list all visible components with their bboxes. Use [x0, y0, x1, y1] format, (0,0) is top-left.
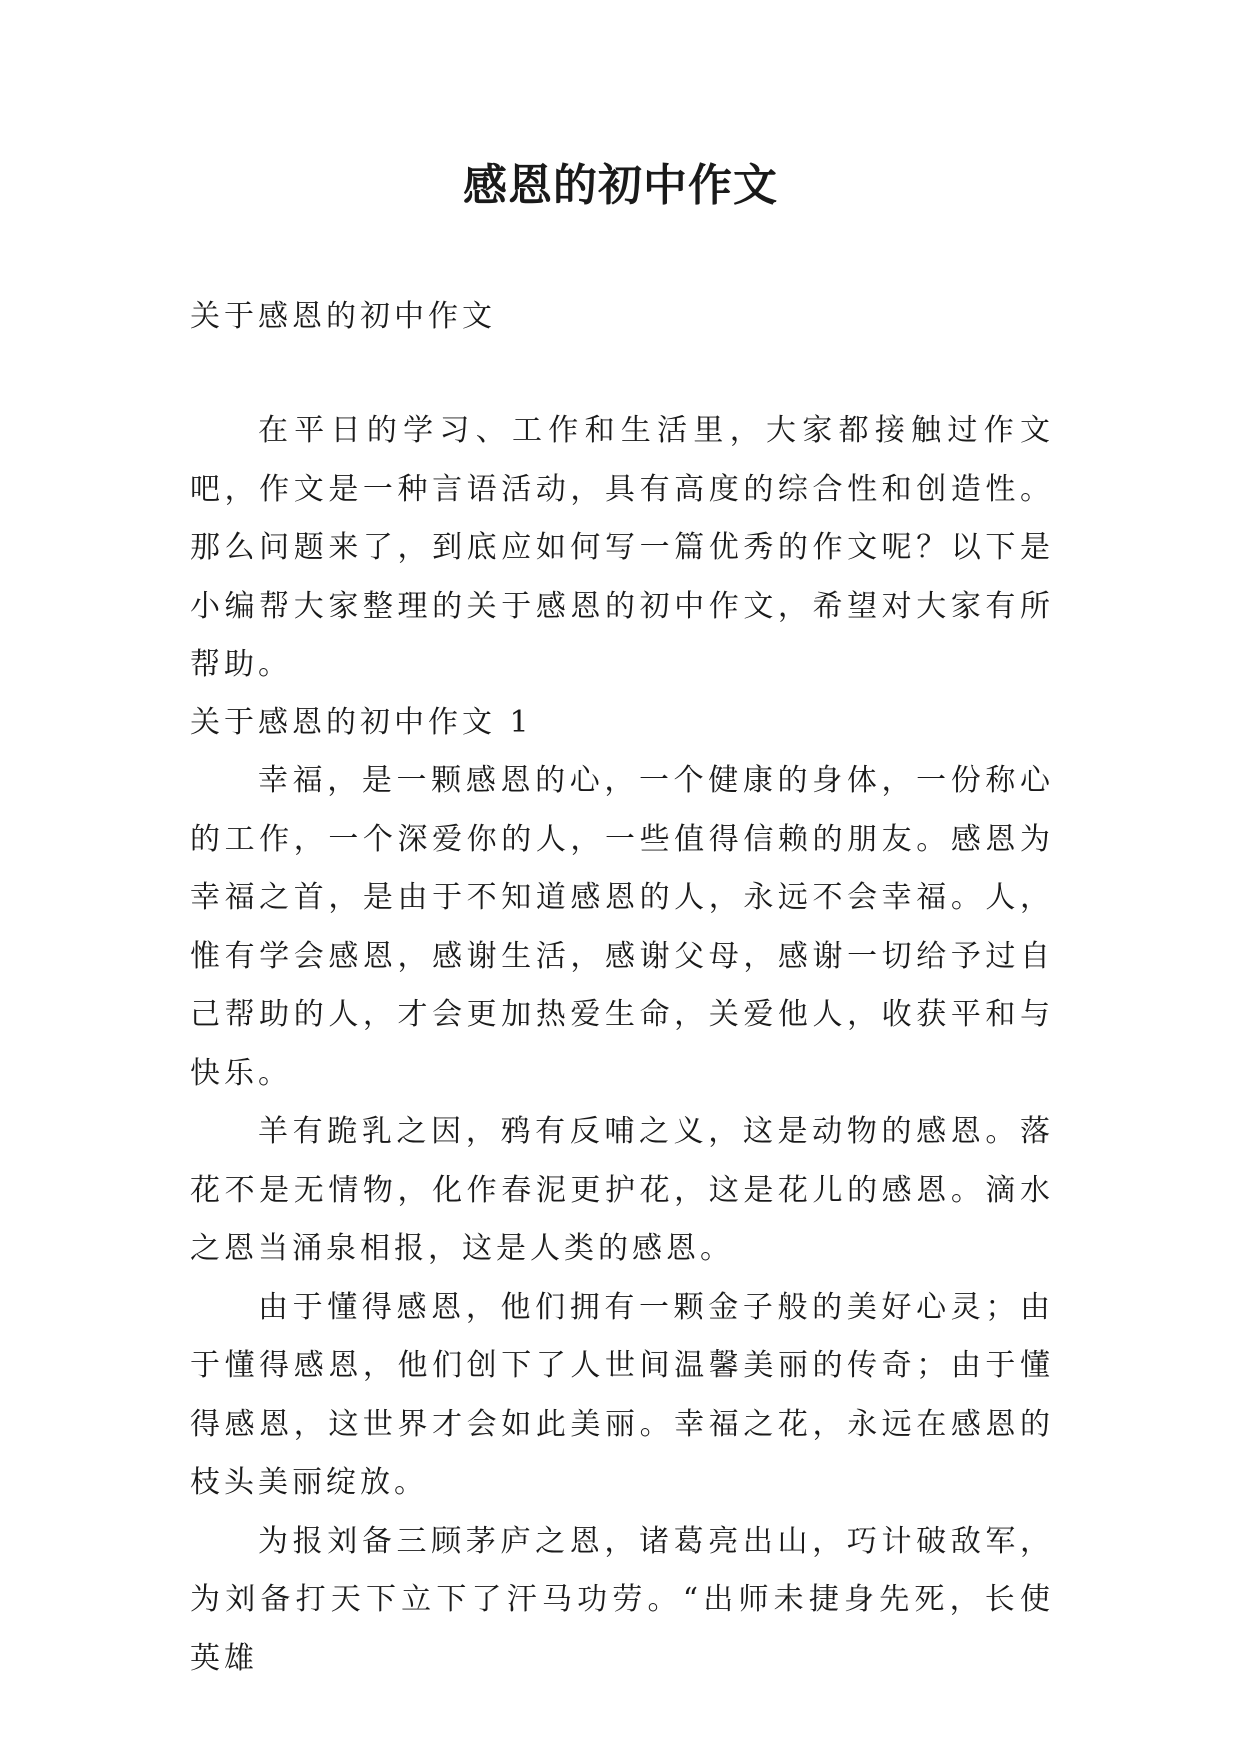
section-body — [190, 752, 1054, 1688]
document-subtitle: 关于感恩的初中作文 — [190, 299, 496, 334]
body-paragraph: 为报刘备三顾茅庐之恩，诸葛亮出山，巧计破敌军，为刘备打天下立下了汗马功劳。“出师未捷身先死，长使英雄 — [190, 1523, 1054, 1676]
section-heading: 关于感恩的初中作文 1 — [190, 705, 533, 740]
intro-paragraph: 在平日的学习、工作和生活里，大家都接触过作文吧，作文是一种言语活动，具有高度的综合性和创造性。那么问题来了，到底应如何写一篇优秀的作文呢？以下是小编帮大家整理的关于感恩的初中作文，希望对大家有所帮助。 — [190, 413, 1054, 682]
body-paragraph: 羊有跪乳之因，鸦有反哺之义，这是动物的感恩。落花不是无情物，化作春泥更护花，这是花儿的感恩。滴水之恩当涌泉相报，这是人类的感恩。 — [190, 1114, 1054, 1266]
body-paragraph: 幸福，是一颗感恩的心，一个健康的身体，一份称心的工作，一个深爱你的人，一些值得信赖的朋友。感恩为幸福之首，是由于不知道感恩的人，永远不会幸福。人，惟有学会感恩，感谢生活，感谢父母，感谢一切给予过自己帮助的人，才会更加热爱生命，关爱他人，收获平和与快乐。 — [190, 763, 1054, 1091]
body-paragraph: 由于懂得感恩，他们拥有一颗金子般的美好心灵；由于懂得感恩，他们创下了人世间温馨美丽的传奇；由于懂得感恩，这世界才会如此美丽。幸福之花，永远在感恩的枝头美丽绽放。 — [190, 1289, 1054, 1500]
document-title: 感恩的初中作文 — [463, 160, 778, 211]
